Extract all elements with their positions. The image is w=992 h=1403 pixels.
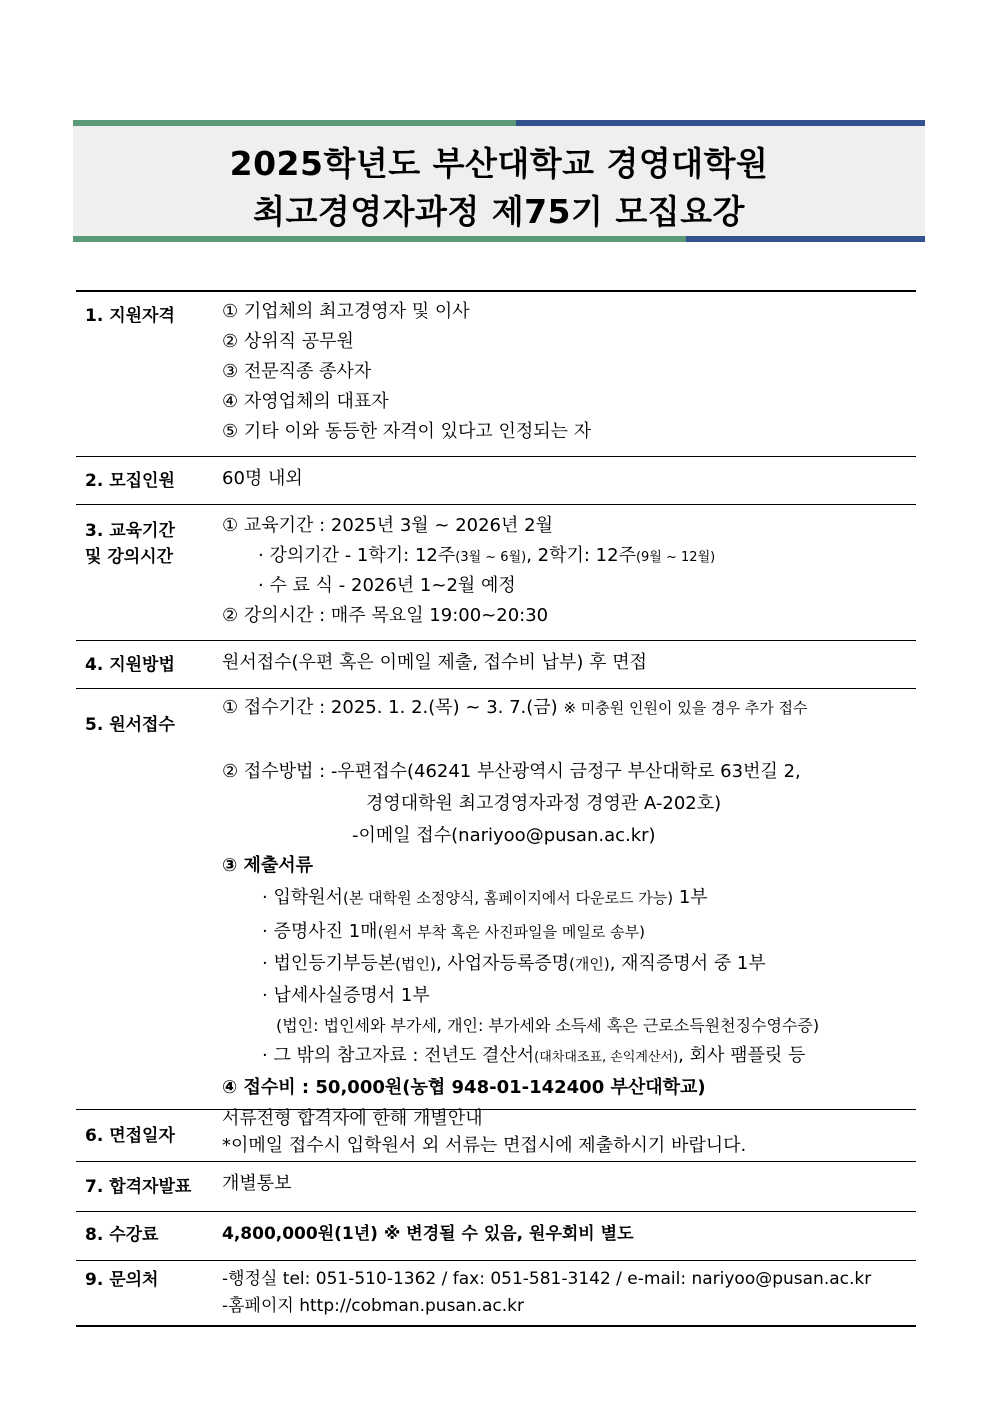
application-fee: ④ 접수비 : 50,000원(농협 948-01-142400 부산대학교) [222,1077,706,1098]
section-8-label: 8. 수강료 [85,1225,159,1245]
contact-homepage: -홈페이지 http://cobman.pusan.ac.kr [222,1296,525,1316]
application-method: 원서접수(우편 혹은 이메일 제출, 접수비 납부) 후 면접 [222,652,647,673]
row-divider [76,688,916,689]
section-9-label: 9. 문의처 [85,1270,159,1290]
documents-title: ③ 제출서류 [222,855,314,876]
document-item: · 증명사진 1매(원서 부착 혹은 사진파일을 메일로 송부) [262,921,645,942]
section-3-label-2: 및 강의시간 [85,547,174,567]
education-period: ① 교육기간 : 2025년 3월 ~ 2026년 2월 [222,515,553,536]
qualification-item: ② 상위직 공무원 [222,331,354,352]
document-note: (법인: 법인세와 부가세, 개인: 부가세와 소득세 혹은 근로소득원천징수영수증) [276,1016,820,1035]
lecture-time: ② 강의시간 : 매주 목요일 19:00~20:30 [222,605,549,626]
row-divider [76,1260,916,1261]
title-top-bar [73,120,925,126]
interview-info: 서류전형 합격자에 한해 개별안내 [222,1108,483,1129]
qualification-item: ④ 자영업체의 대표자 [222,391,389,412]
graduation-ceremony: · 수 료 식 - 2026년 1~2월 예정 [258,575,516,596]
receipt-method-address: 경영대학원 최고경영자과정 경영관 A-202호) [366,793,722,814]
row-divider [76,456,916,457]
lecture-period: · 강의기간 - 1학기: 12주(3월 ~ 6월), 2학기: 12주(9월 ~ 12월) [258,545,716,566]
section-7-label: 7. 합격자발표 [85,1177,192,1197]
title-line-1: 2025학년도 부산대학교 경영대학원 [229,144,769,183]
tuition: 4,800,000원(1년) ※ 변경될 수 있음, 원우회비 별도 [222,1224,634,1244]
title-box [73,120,925,242]
section-5-label: 5. 원서접수 [85,715,175,735]
document-item: · 입학원서(본 대학원 소정양식, 홈페이지에서 다운로드 가능) 1부 [262,887,708,908]
row-divider [76,640,916,641]
interview-note: *이메일 접수시 입학원서 외 서류는 면접시에 제출하시기 바랍니다. [222,1135,747,1156]
receipt-method-email: -이메일 접수(nariyoo@pusan.ac.kr) [352,825,656,846]
receipt-period: ① 접수기간 : 2025. 1. 2.(목) ~ 3. 7.(금) ※ 미충원 인원이 있을 경우 추가 접수 [222,697,808,718]
title-line-2: 최고경영자과정 제75기 모집요강 [253,192,745,231]
table-bottom-border [76,1325,916,1327]
qualification-item: ③ 전문직종 종사자 [222,361,372,382]
row-divider [76,504,916,505]
qualification-item: ① 기업체의 최고경영자 및 이사 [222,301,470,322]
row-divider [76,1161,916,1162]
section-1-label: 1. 지원자격 [85,306,175,326]
contact-office: -행정실 tel: 051-510-1362 / fax: 051-581-3142 / e-mail: nariyoo@pusan.ac.kr [222,1269,872,1289]
result-announcement: 개별통보 [222,1173,292,1194]
receipt-method-post: ② 접수방법 : -우편접수(46241 부산광역시 금정구 부산대학로 63번길 2, [222,761,801,782]
section-2-label: 2. 모집인원 [85,471,175,491]
title-bottom-bar [73,236,925,242]
document-item: · 법인등기부등본(법인), 사업자등록증명(개인), 재직증명서 중 1부 [262,953,766,974]
qualification-item: ⑤ 기타 이와 동등한 자격이 있다고 인정되는 자 [222,421,592,442]
row-divider [76,1211,916,1212]
section-6-label: 6. 면접일자 [85,1126,175,1146]
document-item: · 그 밖의 참고자료 : 전년도 결산서(대차대조표, 손익계산서), 회사 팸플릿 등 [262,1045,806,1066]
table-top-border [76,290,916,292]
recruit-count: 60명 내외 [222,468,303,489]
section-4-label: 4. 지원방법 [85,655,175,675]
section-3-label: 3. 교육기간 [85,521,175,541]
document-item: · 납세사실증명서 1부 [262,985,430,1006]
row-divider [76,1109,916,1110]
